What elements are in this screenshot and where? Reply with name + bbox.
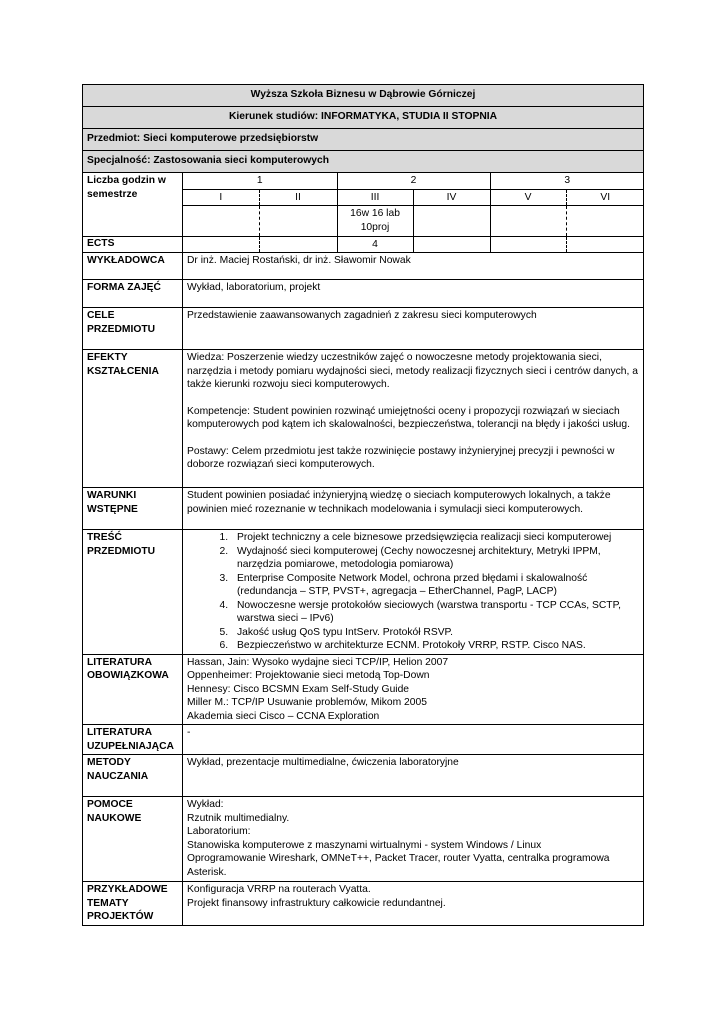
aids-line: Stanowiska komputerowe z maszynami wirtualnymi - system Windows / Linux <box>187 839 542 851</box>
semester-5: V <box>490 189 566 206</box>
ects-sem-5 <box>490 237 566 253</box>
form-label: FORMA ZAJĘĆ <box>83 280 183 308</box>
hours-grid <box>183 173 644 237</box>
effects-knowledge: Wiedza: Poszerzenie wiedzy uczestników zajęć o nowoczesne metody projektowania sieci, narzędzia i metody pomiaru wydajności sieci, metody realizacji fizycznych sieci i centrów danych, a także kierunki rozwoju sieci komputerowych. <box>187 352 638 390</box>
goals-label: CELE PRZEDMIOTU <box>83 308 183 350</box>
aids-line: Wykład: <box>187 799 224 810</box>
project-topic: Konfiguracja VRRP na routerach Vyatta. <box>187 884 371 895</box>
aids-line: Oprogramowanie Wireshark, OMNeT++, Packet Tracer, router Vyatta, centralka programowa Asterisk. <box>187 853 610 878</box>
literature-value <box>183 654 644 725</box>
methods-label: METODY NAUCZANIA <box>83 755 183 797</box>
semester-3: III <box>337 189 413 206</box>
effects-competence: Kompetencje: Student powinien rozwinąć umiejętności oceny i propozycji rozwiązań w sieciach komputerowych pod kątem ich skalowalności, bezpieczeństwa, tolerancji na błędy i jakości usług. <box>187 405 630 430</box>
aids-line: Rzutnik multimedialny. <box>187 812 290 824</box>
ects-sem-6 <box>566 237 644 253</box>
lecturer-value: Dr inż. Maciej Rostański, dr inż. Sławomir Nowak <box>183 253 644 280</box>
effects-label: EFEKTY KSZTAŁCENIA <box>83 350 183 488</box>
ects-sem-2 <box>259 237 337 253</box>
ects-sem-1 <box>183 237 259 253</box>
methods-value: Wykład, prezentacje multimedialne, ćwiczenia laboratoryjne <box>183 755 644 797</box>
hours-sem-1 <box>183 206 259 236</box>
semester-4: IV <box>413 189 490 206</box>
ects-sem-4 <box>413 237 490 253</box>
content-item: 2. Wydajność sieci komputerowej (Cechy nowoczesnej architektury, Metryki IPPM, narzędzia pomiarowe, metodologia pomiarowa) <box>231 545 639 572</box>
content-item: 6. Bezpieczeństwo w architekturze ECNM. Protokoły VRRP, RSTP. Cisco NAS. <box>231 639 639 653</box>
content-item: 5. Jakość usług QoS typu IntServ. Protokół RSVP. <box>231 626 639 640</box>
aids-value <box>183 797 644 882</box>
content-item: 1. Projekt techniczny a cele biznesowe przedsięwzięcia realizacji sieci komputerowej <box>231 531 639 545</box>
ects-grid <box>183 236 644 253</box>
literature-extra-label: LITERATURA UZUPEŁNIAJĄCA <box>83 725 183 755</box>
goals-value: Przedstawienie zaawansowanych zagadnień z zakresu sieci komputerowych <box>183 308 644 350</box>
content-value <box>183 530 644 655</box>
content-list <box>187 531 639 653</box>
school-name: Wyższa Szkoła Biznesu w Dąbrowie Górniczej <box>83 85 644 107</box>
semester-1: I <box>183 189 259 206</box>
specialty-title: Specjalność: Zastosowania sieci komputerowych <box>83 151 644 173</box>
projects-value <box>183 882 644 926</box>
literature-item: Hassan, Jain: Wysoko wydajne sieci TCP/IP, Helion 2007 <box>187 656 449 668</box>
ects-label: ECTS <box>83 236 183 253</box>
effects-attitude: Postawy: Celem przedmiotu jest także rozwinięcie postawy inżynieryjnej precyzji i pewności w doborze rozwiązań sieci komputerowych. <box>187 445 615 470</box>
hours-label: Liczba godzin w semestrze <box>83 173 183 237</box>
effects-value <box>183 350 644 488</box>
literature-item: Oppenheimer: Projektowanie sieci metodą Top-Down <box>187 670 430 681</box>
prereq-value: Student powinien posiadać inżynieryjną wiedzę o sieciach komputerowych lokalnych, a także powinien mieć rozeznanie w technikach modelowania i symulacji sieci komputerowych. <box>183 488 644 530</box>
hours-sem-6 <box>566 206 643 236</box>
content-item: 3. Enterprise Composite Network Model, ochrona przed błędami i skalowalność (redundancja – STP, PVST+, agregacja – EtherChannel, PagP, LACP) <box>231 572 639 599</box>
hours-sem-5 <box>490 206 566 236</box>
prereq-label: WARUNKI WSTĘPNE <box>83 488 183 530</box>
literature-item: Akademia sieci Cisco – CCNA Exploration <box>187 710 380 722</box>
form-value: Wykład, laboratorium, projekt <box>183 280 644 308</box>
content-item: 4. Nowoczesne wersje protokołów sieciowych (warstwa transportu - TCP CCAs, SCTP, warstwa sieci – IPv6) <box>231 599 639 626</box>
semester-6: VI <box>566 189 643 206</box>
literature-item: Hennesy: Cisco BCSMN Exam Self-Study Guide <box>187 683 410 695</box>
literature-item: Miller M.: TCP/IP Usuwanie problemów, Mikom 2005 <box>187 697 427 708</box>
hours-sem-3: 16w 16 lab 10proj <box>337 206 413 236</box>
semester-2: II <box>259 189 337 206</box>
lecturer-label: WYKŁADOWCA <box>83 253 183 280</box>
subject-title: Przedmiot: Sieci komputerowe przedsiębiorstw <box>83 129 644 151</box>
projects-label: PRZYKŁADOWE TEMATY PROJEKTÓW <box>83 882 183 926</box>
aids-line: Laboratorium: <box>187 826 251 837</box>
literature-label: LITERATURA OBOWIĄZKOWA <box>83 654 183 725</box>
course-line: Kierunek studiów: INFORMATYKA, STUDIA II STOPNIA <box>83 107 644 129</box>
hours-sem-2 <box>259 206 337 236</box>
hours-sem-4 <box>413 206 490 236</box>
syllabus-document <box>82 84 643 926</box>
content-label: TREŚĆ PRZEDMIOTU <box>83 530 183 655</box>
year-1: 1 <box>183 173 337 189</box>
literature-extra-value: - <box>183 725 644 755</box>
aids-label: POMOCE NAUKOWE <box>83 797 183 882</box>
year-3: 3 <box>490 173 643 189</box>
project-topic: Projekt finansowy infrastruktury całkowicie redundantnej. <box>187 897 446 909</box>
ects-sem-3: 4 <box>337 237 413 253</box>
year-2: 2 <box>337 173 490 189</box>
syllabus-table <box>82 84 644 926</box>
